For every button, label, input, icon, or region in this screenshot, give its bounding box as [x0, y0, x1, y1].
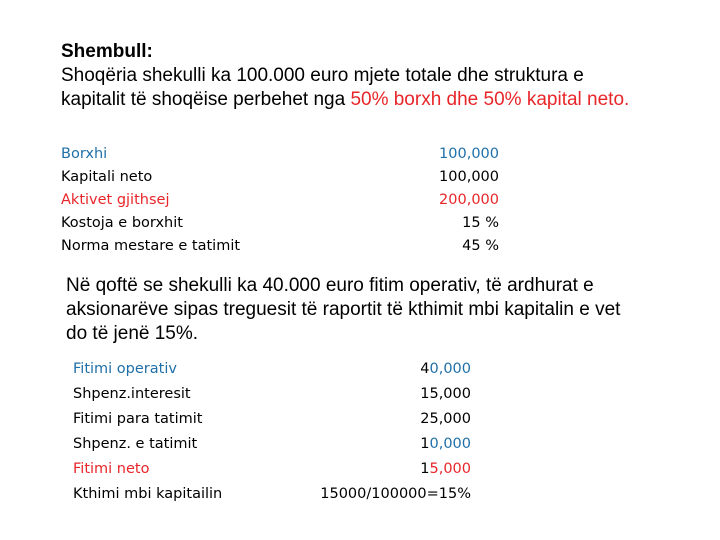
capital-structure-highlight: 50% borxh dhe 50% kapital neto.	[350, 89, 630, 110]
row-value	[420, 457, 471, 482]
row-value	[320, 482, 471, 507]
value-prefix: 4	[420, 361, 430, 377]
table-row	[61, 235, 499, 258]
example-heading	[61, 40, 701, 112]
value-rest: 25,000	[420, 411, 471, 427]
row-label: Fitimi para tatimit	[73, 411, 203, 427]
row-label: Norma mestare e tatimit	[61, 238, 241, 254]
example-line-2	[61, 88, 701, 112]
row-value: 100,000	[439, 169, 499, 185]
row-value: 100,000	[439, 146, 499, 162]
row-value: 15 %	[462, 215, 499, 231]
table-row	[73, 382, 471, 407]
table-row	[61, 212, 499, 235]
table-row	[73, 432, 471, 457]
value-rest: 0,000	[429, 361, 471, 377]
return-on-equity-table	[73, 357, 471, 507]
table-row	[73, 407, 471, 432]
row-label: Aktivet gjithsej	[61, 192, 170, 208]
table-row	[73, 482, 471, 507]
table-row	[73, 457, 471, 482]
scenario-line-3: do të jenë 15%.	[66, 323, 199, 344]
row-value: 200,000	[439, 192, 499, 208]
table-row	[61, 143, 499, 166]
value-rest: 5,000	[429, 461, 471, 477]
row-value	[420, 407, 471, 432]
scenario-line-2: aksionarëve sipas treguesit të raportit të kthimit mbi kapitalin e vet	[66, 299, 621, 320]
value-rest: 15000/100000=15%	[320, 486, 471, 502]
row-label: Kostoja e borxhit	[61, 215, 183, 231]
row-label: Shpenz. e tatimit	[73, 436, 198, 452]
row-value	[420, 432, 471, 457]
table-row	[73, 357, 471, 382]
row-value: 45 %	[462, 238, 499, 254]
row-label: Fitimi neto	[73, 461, 150, 477]
row-value	[420, 357, 471, 382]
capital-structure-table	[61, 143, 499, 258]
value-rest: 0,000	[429, 436, 471, 452]
example-line-1: Shoqëria shekulli ka 100.000 euro mjete totale dhe struktura e	[61, 65, 584, 86]
row-value	[420, 382, 471, 407]
example-line-2-text: kapitalit të shoqëise perbehet nga	[61, 89, 351, 110]
value-rest: 15,000	[420, 386, 471, 402]
row-label: Kapitali neto	[61, 169, 153, 185]
value-prefix: 1	[420, 436, 430, 452]
row-label: Shpenz.interesit	[73, 386, 191, 402]
row-label: Borxhi	[61, 146, 108, 162]
example-title: Shembull:	[61, 41, 153, 62]
scenario-paragraph	[66, 274, 686, 346]
row-label: Kthimi mbi kapitailin	[73, 486, 223, 502]
row-label: Fitimi operativ	[73, 361, 177, 377]
value-prefix: 1	[420, 461, 430, 477]
scenario-line-1: Në qoftë se shekulli ka 40.000 euro fitim operativ, të ardhurat e	[66, 275, 594, 296]
table-row	[61, 166, 499, 189]
table-row	[61, 189, 499, 212]
